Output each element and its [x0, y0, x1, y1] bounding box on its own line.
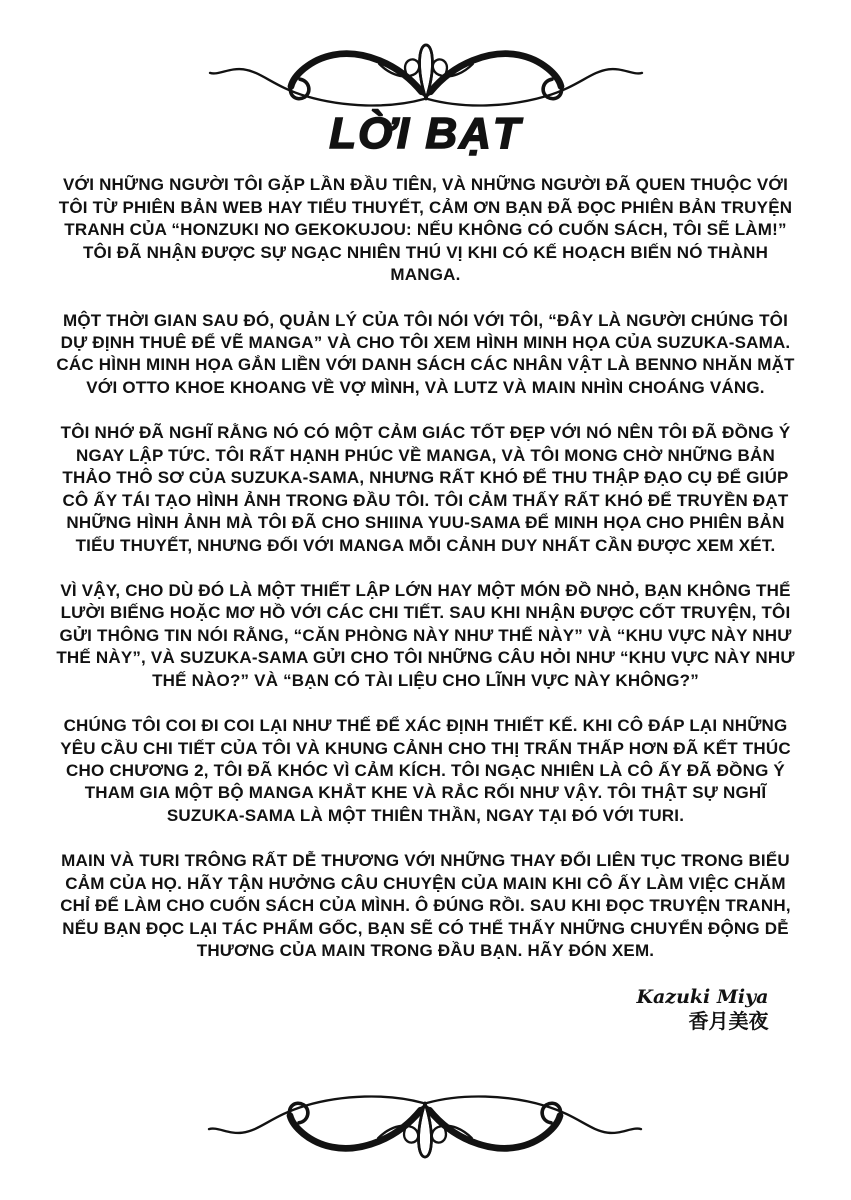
afterword-body: [55, 174, 797, 962]
paragraph-6: MAIN VÀ TURI TRÔNG RẤT DỄ THƯƠNG VỚI NHỮNG THAY ĐỔI LIÊN TỤC TRONG BIỂU CẢM CỦA HỌ. HÃY TẬN HƯỞNG CÂU CHUYỆN CỦA MAIN KHI CÔ ẤY LÀM VIỆC CHĂM CHỈ ĐỂ LÀM CHO CUỐN SÁCH CỦA MÌNH. Ô ĐÚNG RỒI. SAU KHI ĐỌC TRUYỆN TRANH, NẾU BẠN ĐỌC LẠI TÁC PHẨM GỐC, BẠN SẼ CÓ THỂ THẤY NHỮNG CHUYỂN ĐỘNG DỄ THƯƠNG CỦA MAIN TRONG ĐẦU BẠN. HÃY ĐÓN XEM.: [60, 851, 791, 961]
calligraphic-flourish-top-icon: [176, 36, 676, 108]
page-title: LỜI BẠT: [329, 109, 522, 158]
paragraph-2: MỘT THỜI GIAN SAU ĐÓ, QUẢN LÝ CỦA TÔI NÓI VỚI TÔI, “ĐÂY LÀ NGƯỜI CHÚNG TÔI DỰ ĐỊNH THUÊ ĐỂ VẼ MANGA” VÀ CHO TÔI XEM HÌNH MINH HỌA CỦA SUZUKA-SAMA. CÁC HÌNH MINH HỌA GẮN LIỀN VỚI DANH SÁCH CÁC NHÂN VẬT LÀ BENNO NHĂN MẶT VỚI OTTO KHOE KHOANG VỀ VỢ MÌNH, VÀ LUTZ VÀ MAIN NHÌN CHOÁNG VÁNG.: [56, 310, 795, 397]
paragraph-5: CHÚNG TÔI COI ĐI COI LẠI NHƯ THẾ ĐỂ XÁC ĐỊNH THIẾT KẾ. KHI CÔ ĐÁP LẠI NHỮNG YÊU CẦU CHI TIẾT CỦA TÔI VÀ KHUNG CẢNH CHO THỊ TRẤN THẤP HƠN ĐÃ KẾT THÚC CHO CHƯƠNG 2, TÔI ĐÃ KHÓC VÌ CẢM KÍCH. TÔI NGẠC NHIÊN LÀ CÔ ẤY ĐÃ ĐỒNG Ý THAM GIA MỘT BỘ MANGA KHẮT KHE VÀ RẮC RỐI NHƯ VẬY. TÔI THẬT SỰ NGHĨ SUZUKA-SAMA LÀ MỘT THIÊN THẦN, NGAY TẠI ĐÓ VỚI TURI.: [60, 716, 791, 825]
paragraph-1: VỚI NHỮNG NGƯỜI TÔI GẶP LẦN ĐẦU TIÊN, VÀ NHỮNG NGƯỜI ĐÃ QUEN THUỘC VỚI TÔI TỪ PHIÊN BẢN WEB HAY TIỂU THUYẾT, CẢM ƠN BẠN ĐÃ ĐỌC PHIÊN BẢN TRUYỆN TRANH CỦA “HONZUKI NO GEKOKUJOU: NẾU KHÔNG CÓ CUỐN SÁCH, TÔI SẼ LÀM!” TÔI ĐÃ NHẬN ĐƯỢC SỰ NGẠC NHIÊN THÚ VỊ KHI CÓ KẾ HOẠCH BIẾN NÓ THÀNH MANGA.: [58, 175, 793, 285]
author-signature: [55, 986, 797, 1036]
signature-kanji: 香月美夜: [688, 1011, 769, 1034]
paragraph-3: TÔI NHỚ ĐÃ NGHĨ RẰNG NÓ CÓ MỘT CẢM GIÁC TỐT ĐẸP VỚI NÓ NÊN TÔI ĐÃ ĐỒNG Ý NGAY LẬP TỨC. TÔI RẤT HẠNH PHÚC VỀ MANGA, VÀ TÔI MONG CHỜ NHỮNG BẢN THẢO THÔ SƠ CỦA SUZUKA-SAMA, NHƯNG RẤT KHÓ ĐỂ THU THẬP ĐẠO CỤ ĐỂ GIÚP CÔ ẤY TÁI TẠO HÌNH ẢNH TRONG ĐẦU TÔI. TÔI CẢM THẤY RẤT KHÓ ĐỂ TRUYỀN ĐẠT NHỮNG HÌNH ẢNH MÀ TÔI ĐÃ CHO SHIINA YUU-SAMA ĐỂ MINH HỌA CHO PHIÊN BẢN TIỂU THUYẾT, NHƯNG ĐỐI VỚI MANGA MỖI CẢNH DUY NHẤT CẦN ĐƯỢC XEM XÉT.: [60, 423, 791, 555]
calligraphic-flourish-bottom-icon: [175, 1094, 675, 1166]
paragraph-4: VÌ VẬY, CHO DÙ ĐÓ LÀ MỘT THIẾT LẬP LỚN HAY MỘT MÓN ĐỒ NHỎ, BẠN KHÔNG THỂ LƯỜI BIẾNG HOẶC MƠ HỒ VỚI CÁC CHI TIẾT. SAU KHI NHẬN ĐƯỢC CỐT TRUYỆN, TÔI GỬI THÔNG TIN NÓI RẰNG, “CĂN PHÒNG NÀY NHƯ THẾ NÀY” VÀ “KHU VỰC NÀY NHƯ THẾ NÀY”, VÀ SUZUKA-SAMA GỬI CHO TÔI NHỮNG CÂU HỎI NHƯ “KHU VỰC NÀY NHƯ THẾ NÀO?” VÀ “BẠN CÓ TÀI LIỆU CHO LĨNH VỰC NÀY KHÔNG?”: [56, 580, 795, 690]
signature-romaji: Kazuki Miya: [636, 985, 769, 1008]
